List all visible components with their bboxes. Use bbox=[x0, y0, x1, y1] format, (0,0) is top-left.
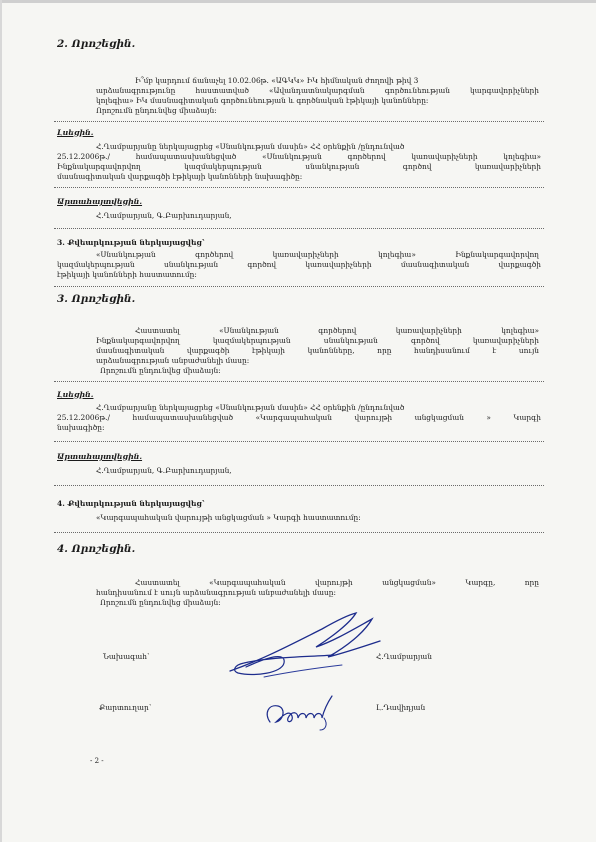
chair-label: Նախագահ՝ bbox=[103, 652, 150, 661]
paragraph-line: «Կարգապահական վարույթի անցկացման » Կարգի հաստատումը: bbox=[96, 513, 361, 522]
paragraph-line: արձանագրությունը հաստատված «Ավանդատնակարգման գործունեության կարգավորիչների bbox=[96, 86, 539, 95]
paragraph-line: կազմակերպության սնանկության գործով կառավարիչների մասնագիտական վարքագծի bbox=[57, 260, 541, 269]
subheading-speakers: Արտահայտվեցին. bbox=[57, 197, 143, 206]
subheading-speakers: Արտահայտվեցին. bbox=[57, 452, 143, 461]
separator bbox=[54, 187, 544, 188]
paragraph-line: Ինքնակարգավորվող կազմակերպության սնանկության գործով կառավարիչների bbox=[96, 336, 539, 345]
section-heading: 4. Որոշեցին. bbox=[57, 543, 136, 555]
paragraph-line: կոլեգիա» ԻԿ մասնագիտական գործունեության և գործնական էթիկայի կանոնները: bbox=[96, 96, 429, 105]
paragraph-line: արձանագրության անբաժանելի մասը: bbox=[96, 356, 250, 365]
speakers-list: Հ.Ղամբարյան, Գ.Բարխուդարյան, bbox=[96, 466, 232, 475]
section-heading: 3. Որոշեցին. bbox=[57, 293, 136, 305]
chair-signature bbox=[224, 607, 389, 682]
paragraph-line: Ինքնակարգավորվող կազմակերպության սնանկության գործով կառավարիչների bbox=[57, 162, 541, 171]
secretary-signature bbox=[262, 684, 342, 734]
separator bbox=[54, 286, 544, 287]
vote-result: Որոշումն ընդունվեց միաձայն: bbox=[100, 366, 221, 375]
paragraph-line: մասնագիտական վարքագծի էթիկայի կանոնները, որը հանդիսանում է սույն bbox=[96, 346, 539, 355]
chair-name: Հ.Ղամբարյան bbox=[376, 652, 432, 661]
paragraph-line: Հ.Ղամբարյանը ներկայացրեց «Սնանկության մասին» ՀՀ օրենքին /ընդունված bbox=[96, 142, 405, 151]
voting-heading: 3. Քվեարկության ներկայացվեց՝ bbox=[57, 238, 205, 247]
speakers-list: Հ.Ղամբարյան, Գ.Բարխուդարյան, bbox=[96, 211, 232, 220]
paragraph-line: նախագիծը: bbox=[57, 423, 105, 432]
vote-result: Որոշումն ընդունվեց միաձայն: bbox=[100, 598, 221, 607]
voting-heading: 4. Քվեարկության ներկայացվեց՝ bbox=[57, 499, 205, 508]
scan-edge bbox=[0, 0, 596, 3]
separator bbox=[54, 381, 544, 382]
paragraph-line: Ի՞մբ կարդում ճանաչել 10.02.06թ. «ԱԳԿԿ» ԻԿ հիմնական ժողովի թիվ 3 bbox=[135, 76, 419, 85]
separator bbox=[54, 441, 544, 442]
separator bbox=[54, 485, 544, 486]
page-number: - 2 - bbox=[90, 757, 104, 765]
secretary-name: Լ.Դավիդյան bbox=[376, 703, 426, 712]
paragraph-line: Հաստատել «Կարգապահական վարույթի անցկացման» Կարգը, որը bbox=[135, 578, 539, 587]
paragraph-line: 25.12.2006թ./ համապատասխանեցված «Սնանկության գործերով կառավարիչների կոլեգիա» bbox=[57, 152, 541, 161]
paragraph-line: 25.12.2006թ./ համապատասխանեցված «Կարգապահական վարույթի անցկացման » Կարգի bbox=[57, 413, 541, 422]
section-heading: 2. Որոշեցին. bbox=[57, 38, 136, 50]
paragraph-line: մասնագիտական վարքագծի էթիկայի կանոնների նախագիծը: bbox=[57, 172, 303, 181]
separator bbox=[54, 121, 544, 122]
subheading-listened: Լսեցին. bbox=[57, 390, 94, 399]
separator bbox=[54, 228, 544, 229]
paragraph-line: Հ.Ղամբարյանը ներկայացրեց «Սնանկության մասին» ՀՀ օրենքին /ընդունված bbox=[96, 403, 405, 412]
paragraph-line: Հաստատել «Սնանկության գործերով կառավարիչների կոլեգիա» bbox=[135, 326, 539, 335]
subheading-listened: Լսեցին. bbox=[57, 128, 94, 137]
vote-result: Որոշումն ընդունվեց միաձայն: bbox=[96, 106, 217, 115]
paragraph-line: էթիկայի կանոնների հաստատումը: bbox=[57, 270, 197, 279]
separator bbox=[54, 532, 544, 533]
secretary-label: Քարտուղար՝ bbox=[99, 703, 152, 712]
paragraph-line: «Սնանկության գործերով կառավարիչների կոլեգիա» Ինքնակարգավորվող bbox=[96, 250, 539, 259]
paragraph-line: հանդիսանում է սույն արձանագրության անբաժանելի մասը: bbox=[96, 588, 336, 597]
scan-edge bbox=[0, 0, 2, 842]
